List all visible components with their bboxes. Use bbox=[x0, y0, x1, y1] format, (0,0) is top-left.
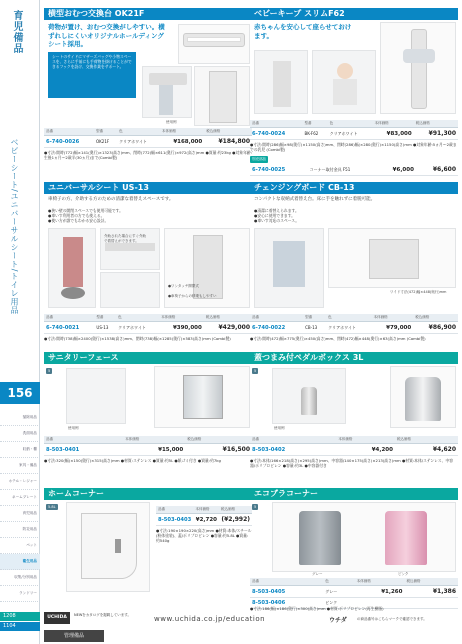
caption-gray: グレー bbox=[312, 572, 323, 576]
th: 品番 bbox=[250, 314, 303, 322]
model: OK21F bbox=[94, 136, 117, 148]
bullet: ●使い方が誰でもわかる安心設計。 bbox=[48, 218, 109, 224]
th: 品番 bbox=[156, 506, 194, 514]
spec-table bbox=[250, 120, 458, 140]
spec-note: ●寸法:320(幅)×150(奥行)×315(高さ)mm ●材質:ステンレス ●質量:約5L ●紙ゴミ付き ●質量:約7kg bbox=[44, 458, 221, 463]
th: 税込価格 bbox=[204, 314, 252, 322]
th: 色 bbox=[116, 314, 159, 322]
photo-caption: 使用例 bbox=[68, 426, 79, 430]
product-photo bbox=[272, 502, 456, 572]
side-menu-item[interactable]: ネームプレート bbox=[0, 490, 40, 506]
product-pedal-box bbox=[250, 352, 458, 468]
brand-note: の商品番号はこちらマークで確認できます。 bbox=[357, 617, 427, 621]
th: 型番 bbox=[94, 314, 116, 322]
product-code[interactable]: 8-503-0406 bbox=[250, 598, 323, 609]
th: 税込価格 bbox=[219, 506, 252, 514]
table-row bbox=[250, 444, 458, 456]
price: ¥4,200 bbox=[336, 444, 395, 456]
product-us13 bbox=[44, 182, 252, 341]
product-title: エコブラコーナー bbox=[250, 488, 458, 500]
bullet: ●安心に使用できます。 bbox=[254, 213, 295, 219]
side-menu-item[interactable]: ペット bbox=[0, 538, 40, 554]
color: グレー bbox=[323, 586, 355, 598]
sidebar bbox=[0, 0, 40, 644]
price-tax: (¥2,992) bbox=[219, 514, 252, 526]
side-menu-item-active[interactable]: 衛生用品 bbox=[0, 554, 40, 570]
logo-note: NEWをカタログを掲載しています。 bbox=[74, 613, 132, 617]
th: 色 bbox=[323, 578, 355, 586]
product-photo bbox=[66, 502, 150, 592]
option-label: 別売部品 bbox=[252, 157, 266, 161]
spec-table bbox=[44, 314, 252, 334]
th: 税込価格 bbox=[404, 578, 458, 586]
product-code[interactable]: 6-740-0021 bbox=[44, 322, 94, 334]
th: 型番 bbox=[303, 314, 326, 322]
product-title: チェンジングボード CB-13 bbox=[250, 182, 458, 194]
product-photo bbox=[380, 22, 456, 114]
spec-note: ●寸法:開時(286)幅×98(奥行)×1150(高さ)mm、閉時(286)幅(×280(奥行)×1150(高さ)mm ●対象年齢:5ヵ月～2歳までの乳児 (Combi製) bbox=[250, 142, 457, 152]
bullet: ●車いす利用者の方でも使える。 bbox=[48, 213, 105, 219]
th: 品番 bbox=[44, 128, 94, 136]
product-photo-use bbox=[66, 368, 126, 424]
th: 本体価格 bbox=[123, 436, 185, 444]
th: 本体価格 bbox=[336, 436, 395, 444]
capacity-badge: 5 bbox=[254, 369, 257, 373]
uchida-logo: UCHIDA bbox=[44, 612, 70, 624]
th: 税込価格 bbox=[204, 128, 252, 136]
price: ¥83,000 bbox=[373, 128, 414, 140]
model: CB-13 bbox=[303, 322, 326, 334]
product-lead: 荷物が置け、おむつ交換がしやすい。横ずれしにくいオリジナルホールディングシート採用。 bbox=[48, 23, 165, 48]
spec-table bbox=[44, 128, 252, 148]
product-title: 横型おむつ交換台 OK21F bbox=[44, 8, 252, 20]
th: 品番 bbox=[44, 314, 94, 322]
spec-table bbox=[250, 314, 458, 334]
product-bk-f62 bbox=[250, 8, 458, 173]
option-table bbox=[250, 164, 458, 176]
price-tax: ¥16,500 bbox=[185, 444, 252, 456]
th: 税込価格 bbox=[185, 436, 252, 444]
product-photo-use bbox=[254, 50, 308, 114]
product-title: 蓋つまみ付ペダルボックス 3L bbox=[250, 352, 458, 364]
table-row bbox=[44, 444, 252, 456]
product-photo-front bbox=[194, 66, 250, 126]
product-photo bbox=[154, 366, 250, 428]
photo-caption: 使用例 bbox=[274, 426, 285, 430]
price-tax: ¥4,620 bbox=[395, 444, 458, 456]
table-row bbox=[250, 322, 458, 334]
product-title: サニタリーフェース bbox=[44, 352, 252, 364]
price-tax: ¥86,900 bbox=[413, 322, 458, 334]
product-code[interactable]: 6-740-0022 bbox=[250, 322, 303, 334]
product-photo bbox=[48, 228, 96, 308]
th: 品番 bbox=[250, 578, 323, 586]
product-home-corner bbox=[44, 488, 252, 543]
category-title: ベビーシート/ユニバーサルシート/トイレ用品 bbox=[10, 138, 19, 315]
photo-caption: ワイド寸法(472)幅×448(奥行)mm bbox=[390, 290, 447, 294]
caption-pink: ピンク bbox=[398, 572, 409, 576]
product-photo bbox=[254, 228, 324, 308]
side-menu-item[interactable]: ランドリー bbox=[0, 586, 40, 602]
capacity-badge: 5 bbox=[48, 369, 51, 373]
product-cb13 bbox=[250, 182, 458, 341]
side-menu-item[interactable]: 掃除用品 bbox=[0, 410, 40, 426]
price: ¥79,000 bbox=[372, 322, 414, 334]
footer bbox=[44, 612, 458, 626]
side-menu-item[interactable]: 収集/分別用品 bbox=[0, 570, 40, 586]
th: 色 bbox=[328, 120, 373, 128]
price: ¥168,000 bbox=[160, 136, 204, 148]
price: ¥390,000 bbox=[159, 322, 204, 334]
th: 本体価格 bbox=[372, 314, 414, 322]
brand-name: ウチダ bbox=[329, 617, 347, 624]
product-desc: シートのサイドにマザーズバッグや小物スペースを、さらに手前にも手荷物を掛けることができるフックを設け、交換作業をサポート。 bbox=[48, 52, 136, 98]
table-row bbox=[44, 322, 252, 334]
price: ¥15,000 bbox=[123, 444, 185, 456]
product-code[interactable]: 6-740-0024 bbox=[250, 128, 303, 140]
product-code[interactable]: 8-503-0403 bbox=[156, 514, 194, 526]
spec-note: ●寸法:190×190×220(高さ)mm ●材質:本体/スチール(粉体塗装)、蓋/ポリプロピレン ●容量:約5.8L ●質量:約540g bbox=[156, 528, 252, 543]
product-photo-main bbox=[328, 228, 456, 288]
th: 型番 bbox=[303, 120, 328, 128]
spec-table bbox=[250, 436, 458, 456]
product-ecobra-corner bbox=[250, 488, 458, 611]
product-lead: 車椅子の方、介助する方のための清潔な着替えスペースです。 bbox=[48, 197, 174, 202]
side-menu-item[interactable]: ホテル・レジャー bbox=[0, 474, 40, 490]
color: ピンク bbox=[323, 598, 355, 609]
color: クリアホワイト bbox=[116, 322, 159, 334]
table-row bbox=[250, 164, 458, 176]
product-code[interactable]: 8-503-0401 bbox=[44, 444, 123, 456]
th: 本体価格 bbox=[159, 314, 204, 322]
product-code[interactable]: 8-503-0402 bbox=[250, 444, 336, 456]
side-menu-item[interactable]: 防災用品 bbox=[0, 522, 40, 538]
table-row bbox=[44, 136, 252, 148]
product-title: ベビーキープ スリムF62 bbox=[250, 8, 458, 20]
product-photo-use bbox=[142, 66, 192, 118]
price: ¥1,260 bbox=[355, 586, 405, 598]
page-number: 156 bbox=[0, 382, 40, 404]
th: 本体価格 bbox=[373, 120, 414, 128]
product-lead: 赤ちゃんを安心して座らせておけます。 bbox=[254, 23, 352, 40]
th: 税込価格 bbox=[413, 314, 458, 322]
color: クリアホワイト bbox=[117, 136, 160, 148]
product-photo-side bbox=[100, 272, 160, 308]
side-menu-item[interactable]: 収納・棚 bbox=[0, 442, 40, 458]
spec-table bbox=[156, 506, 252, 526]
option-name: コーナー取付金具 F51 bbox=[308, 164, 377, 176]
th: 税込価格 bbox=[395, 436, 458, 444]
option-price: ¥6,000 bbox=[377, 164, 416, 176]
th: 色 bbox=[117, 128, 160, 136]
product-code[interactable]: 6-740-0026 bbox=[44, 136, 94, 148]
side-menu-item[interactable]: 育児用品 bbox=[0, 506, 40, 522]
th: 本体価格 bbox=[160, 128, 204, 136]
th: 税込価格 bbox=[414, 120, 458, 128]
badge-1104[interactable]: 1104 bbox=[0, 622, 40, 631]
pink-bin bbox=[385, 511, 427, 565]
price-tax: ¥429,000 bbox=[204, 322, 252, 334]
price-tax: ¥184,800 bbox=[204, 136, 252, 148]
price-tax: ¥91,300 bbox=[414, 128, 458, 140]
product-photo-use bbox=[272, 368, 346, 424]
badge-1208[interactable]: 1208 bbox=[0, 612, 40, 621]
section-title: 育児備品 bbox=[11, 10, 22, 54]
product-photo bbox=[178, 24, 250, 64]
photo-caption: 使用例 bbox=[166, 120, 177, 124]
spec-note: ●寸法:開時(772)幅×141(奥行)×1323(高さ)mm、閉時(772)幅×611(奥行)×972(高さ)mm ●質量:約23kg ●対象年齢:生後1ヵ月～2歳半(30ヵ月)まで(Combi製) bbox=[44, 150, 252, 160]
option-code[interactable]: 6-740-0025 bbox=[250, 164, 308, 176]
table-row bbox=[250, 128, 458, 140]
bullet: ●清潔に着替えられます。 bbox=[254, 208, 299, 213]
bullet: ●狭い壁の開閉スペースでも使用可能です。 bbox=[48, 208, 123, 213]
callout: ●ワンタッチ開閉式 bbox=[168, 284, 199, 288]
footer-url[interactable]: www.uchida.co.jp/education bbox=[154, 615, 266, 623]
product-code[interactable]: 8-503-0405 bbox=[250, 586, 323, 598]
th: 品番 bbox=[250, 120, 303, 128]
th: 色 bbox=[326, 314, 372, 322]
product-photo-baby bbox=[312, 50, 376, 114]
th: 型番 bbox=[94, 128, 117, 136]
bullet: ●車いす対応のスペース。 bbox=[254, 218, 300, 224]
th: 品番 bbox=[44, 436, 123, 444]
model: US-13 bbox=[94, 322, 116, 334]
side-menu-item[interactable]: 洗面用品 bbox=[0, 426, 40, 442]
callout: ●車椅子からの移乗もしやすい bbox=[168, 294, 217, 298]
bottom-tab[interactable]: 管理備品 bbox=[44, 630, 104, 642]
spec-table bbox=[44, 436, 252, 456]
callout: 介助された場合にすぐ介助で着替えができます。 bbox=[104, 234, 146, 243]
spec-note: ●寸法:開時(472)幅×775(奥行)×450(高さ)mm、閉時(472)幅×448(奥行)×63(高さ)mm (Combi製) bbox=[250, 336, 426, 341]
th: 品番 bbox=[250, 436, 336, 444]
capacity-badge: 5.8L bbox=[48, 505, 56, 509]
price: ¥2,720 bbox=[194, 514, 219, 526]
product-sanitary-face bbox=[44, 352, 252, 463]
model: BK-F62 bbox=[303, 128, 328, 140]
spec-note: ●寸法:本体/166×218(高さ)×295(高さ)mm、中容器/140×175(高さ)×213(高さ)mm ●材質:本体/ステンレス、中容器/ポリプロピレン ●容量:約3L ●中容器付き bbox=[250, 458, 454, 468]
spec-note: ●寸法:開時(738)幅×2400(奥行)×1538(高さ)mm、閉時(738)幅(×1285(奥行)×583(高さ)mm (Combi製) bbox=[44, 336, 231, 341]
color: クリアホワイト bbox=[328, 128, 373, 140]
spec-table bbox=[250, 578, 458, 609]
spec-note: ●寸法:186(幅)×186(奥行)×300(高さ)mm ●材質:ポリプロピレン(再生樹脂) bbox=[250, 606, 384, 611]
gray-bin bbox=[299, 511, 341, 565]
product-photo bbox=[390, 366, 456, 428]
bullets bbox=[250, 206, 360, 226]
table-row bbox=[156, 514, 252, 526]
side-badges bbox=[0, 612, 40, 632]
side-menu-item[interactable]: 家具・備品 bbox=[0, 458, 40, 474]
th: 本体価格 bbox=[355, 578, 405, 586]
product-ok21f bbox=[44, 8, 252, 160]
product-title: ホームコーナー bbox=[44, 488, 252, 500]
bullets bbox=[44, 206, 154, 226]
product-title: ユニバーサルシート US-13 bbox=[44, 182, 252, 194]
capacity-badge: 5 bbox=[254, 505, 257, 509]
product-lead: コンパクトな収納式着替え台。床に手を触れずに着脱可能。 bbox=[254, 197, 376, 202]
color: クリアホワイト bbox=[326, 322, 372, 334]
option-price-tax: ¥6,600 bbox=[416, 164, 458, 176]
th: 本体価格 bbox=[194, 506, 219, 514]
side-menu bbox=[0, 410, 40, 602]
price-tax: ¥1,386 bbox=[404, 586, 458, 598]
table-row bbox=[250, 586, 458, 598]
